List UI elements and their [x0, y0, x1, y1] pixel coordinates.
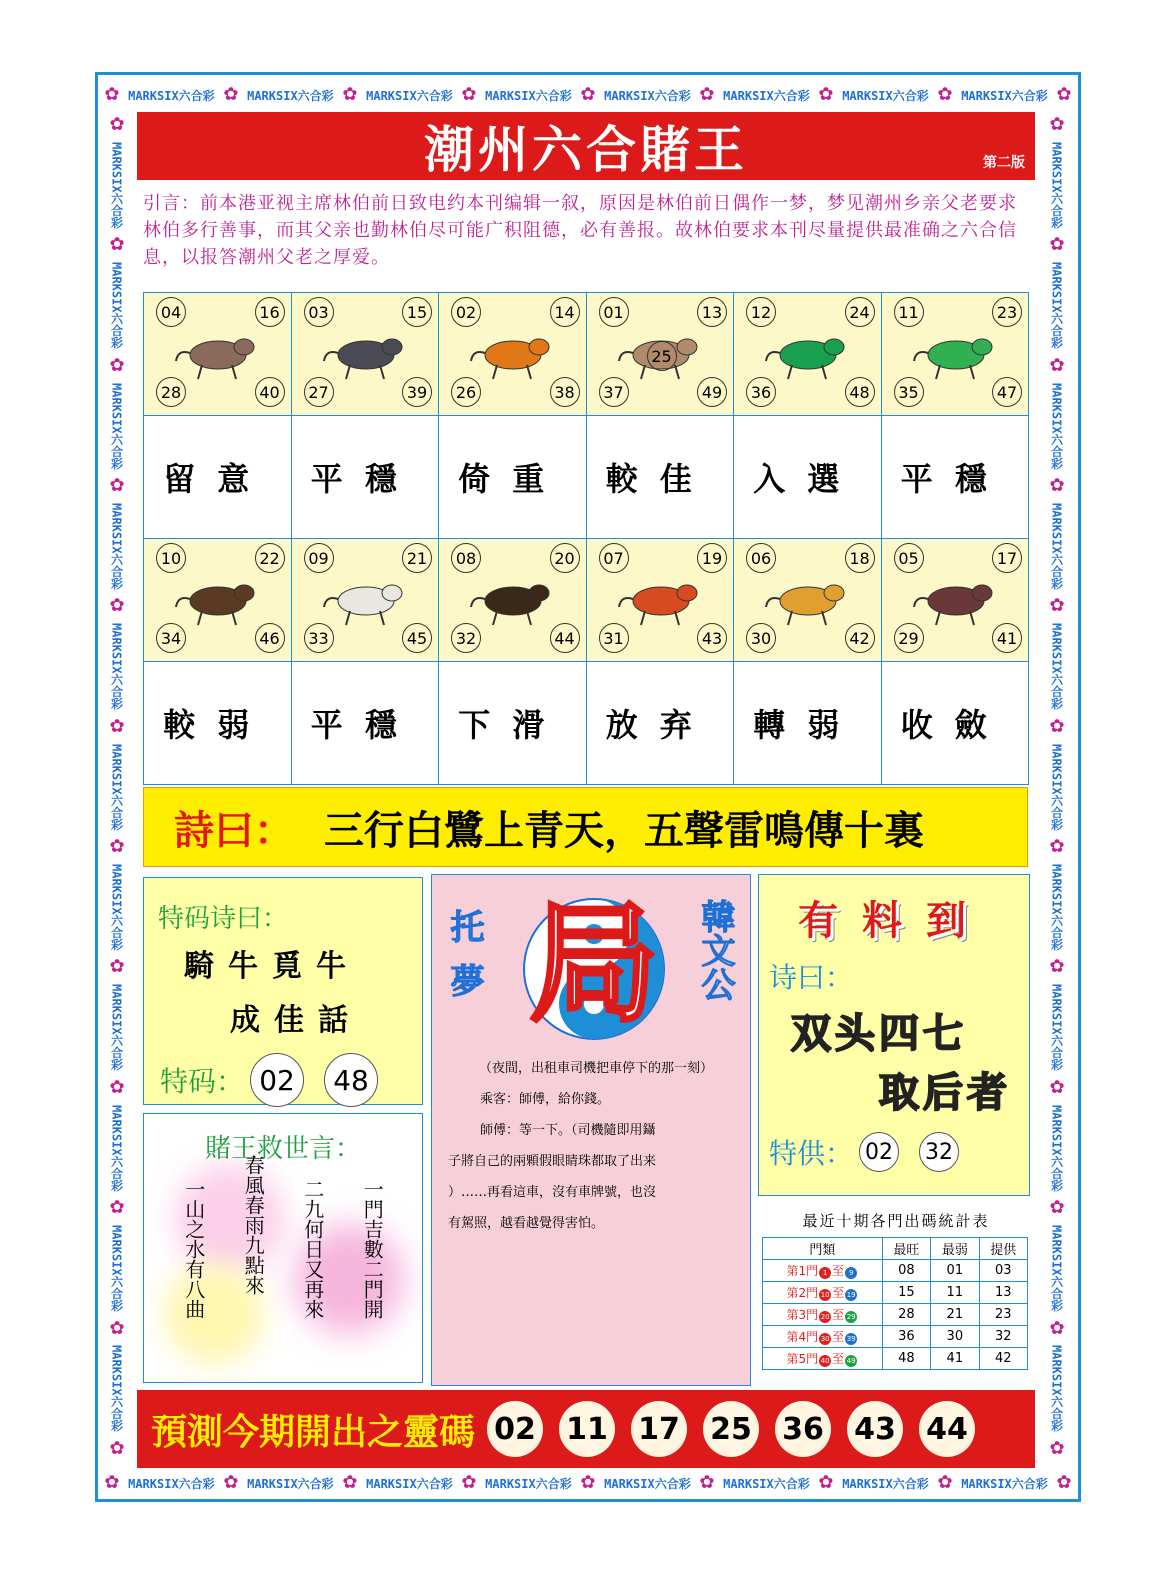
flower-icon: ✿ — [461, 1472, 477, 1493]
wisdom-box — [143, 1113, 423, 1383]
story-line: 乘客：師傅，給你錢。 — [480, 1092, 611, 1107]
number-ball: 47 — [992, 377, 1022, 407]
lucky-ball: 43 — [847, 1401, 903, 1457]
special-heading: 特码诗曰： — [158, 904, 289, 934]
goat-icon — [322, 567, 410, 629]
number-ball: 04 — [156, 297, 186, 327]
flower-icon: ✿ — [342, 1472, 358, 1493]
snake-icon — [912, 321, 1000, 383]
table-header: 最旺 — [882, 1238, 930, 1260]
number-ball: 34 — [156, 623, 186, 653]
door-name: 第5門 — [786, 1352, 819, 1366]
story-line: 子將自己的兩顆假眼睛珠都取了出来 — [448, 1154, 657, 1169]
top-brand-strip — [100, 78, 1076, 112]
number-ball: 36 — [746, 377, 776, 407]
range-ball: 30 — [820, 1335, 830, 1343]
range-ball: 10 — [820, 1291, 830, 1299]
number-ball: 02 — [451, 297, 481, 327]
title-banner — [137, 112, 1035, 180]
brand-mark: MARKSIX六合彩 — [1049, 141, 1064, 229]
table-cell: 03 — [979, 1260, 1027, 1282]
brand-mark: MARKSIX六合彩 — [109, 502, 124, 590]
poem-text: 三行白鷺上青天，五聲雷鳴傳十裏 — [324, 807, 924, 854]
table-cell: 42 — [979, 1348, 1027, 1370]
number-ball: 15 — [402, 297, 432, 327]
number-ball: 32 — [451, 623, 481, 653]
table-row — [763, 1326, 1028, 1348]
number-ball: 41 — [992, 623, 1022, 653]
number-ball: 07 — [599, 543, 629, 573]
brand-mark: MARKSIX六合彩 — [1049, 262, 1064, 349]
range-to: 至 — [832, 1286, 845, 1300]
stats-title: 最近十期各門出碼統計表 — [802, 1212, 990, 1230]
zodiac-cell — [144, 293, 292, 416]
brand-mark: MARKSIX六合彩 — [604, 1476, 691, 1491]
dream-big-char: 局 — [528, 888, 659, 1040]
range-ball: 29 — [846, 1313, 856, 1321]
supply-ball: 32 — [919, 1132, 959, 1172]
number-ball: 20 — [550, 543, 580, 573]
number-ball: 44 — [550, 623, 580, 653]
range-ball: 20 — [820, 1313, 830, 1321]
zodiac-grid-top — [143, 292, 1029, 539]
brand-mark: MARKSIX六合彩 — [1049, 382, 1064, 470]
range-to: 至 — [832, 1330, 845, 1344]
door-cell — [763, 1282, 883, 1304]
wisdom-column: 春風春雨九點來 — [241, 1155, 266, 1295]
table-cell: 36 — [882, 1326, 930, 1348]
zodiac-verdict: 平穩 — [882, 416, 1030, 539]
flower-icon: ✿ — [818, 84, 834, 105]
dream-story-box — [431, 874, 751, 1386]
range-ball: 9 — [845, 1267, 857, 1279]
number-ball: 26 — [451, 377, 481, 407]
number-ball: 08 — [451, 543, 481, 573]
special-line1: 騎牛覓牛 — [184, 949, 360, 984]
brand-mark: MARKSIX六合彩 — [1049, 743, 1064, 831]
brand-mark: MARKSIX六合彩 — [961, 88, 1048, 103]
lucky-ball: 02 — [487, 1401, 543, 1457]
flower-icon: ✿ — [1049, 836, 1065, 858]
poem-banner — [143, 787, 1028, 867]
number-ball: 17 — [992, 543, 1022, 573]
table-cell: 08 — [882, 1260, 930, 1282]
brand-mark: MARKSIX六合彩 — [109, 262, 124, 349]
brand-mark: MARKSIX六合彩 — [109, 1225, 124, 1312]
left-brand-strip — [100, 112, 134, 1462]
flower-icon: ✿ — [1049, 234, 1065, 256]
zodiac-cell — [292, 539, 440, 662]
flower-icon: ✿ — [104, 1472, 120, 1493]
zodiac-cell — [882, 539, 1030, 662]
lucky-numbers — [487, 1401, 991, 1457]
flower-icon: ✿ — [1049, 113, 1065, 135]
lucky-numbers-banner — [137, 1390, 1035, 1468]
edition-label: 第二版 — [983, 155, 1025, 171]
zodiac-cell — [734, 293, 882, 416]
number-ball: 09 — [304, 543, 334, 573]
table-cell: 28 — [882, 1304, 930, 1326]
supply-label: 特供： — [769, 1137, 854, 1170]
right-brand-strip — [1040, 112, 1074, 1462]
lucky-ball: 25 — [703, 1401, 759, 1457]
table-cell: 13 — [979, 1282, 1027, 1304]
brand-mark: MARKSIX六合彩 — [1049, 623, 1064, 710]
range-ball: 1 — [819, 1267, 831, 1279]
table-cell: 41 — [931, 1348, 979, 1370]
zodiac-verdict: 轉弱 — [734, 662, 882, 785]
table-header-row — [763, 1238, 1028, 1260]
brand-mark: MARKSIX六合彩 — [109, 1345, 124, 1432]
brand-mark: MARKSIX六合彩 — [109, 382, 124, 470]
flower-icon: ✿ — [937, 1472, 953, 1493]
flower-icon: ✿ — [109, 1076, 125, 1098]
door-name: 第4門 — [786, 1330, 819, 1344]
number-ball: 12 — [746, 297, 776, 327]
door-name: 第2門 — [786, 1286, 819, 1300]
number-ball: 23 — [992, 297, 1022, 327]
brand-mark: MARKSIX六合彩 — [366, 88, 453, 103]
number-ball: 38 — [550, 377, 580, 407]
brand-mark: MARKSIX六合彩 — [1049, 1345, 1064, 1432]
number-ball: 05 — [894, 543, 924, 573]
range-to: 至 — [832, 1308, 845, 1322]
story-line: （夜間，出租車司機把車停下的那一刻） — [478, 1061, 713, 1076]
number-ball: 30 — [746, 623, 776, 653]
zodiac-verdict: 倚重 — [439, 416, 587, 539]
zodiac-cell — [439, 293, 587, 416]
wisdom-column: 二九何日又再來 — [300, 1179, 325, 1319]
rooster-icon — [617, 567, 705, 629]
story-line: 有駕照，越看越覺得害怕。 — [448, 1216, 605, 1231]
zodiac-verdict: 較佳 — [587, 416, 735, 539]
flower-icon: ✿ — [109, 1317, 125, 1339]
brand-mark: MARKSIX六合彩 — [109, 623, 124, 710]
number-ball: 24 — [845, 297, 875, 327]
zodiac-verdict: 留意 — [144, 416, 292, 539]
table-cell: 11 — [931, 1282, 979, 1304]
number-ball: 22 — [255, 543, 285, 573]
special-code-ball: 02 — [250, 1053, 304, 1107]
flower-icon: ✿ — [1049, 1197, 1065, 1219]
lucky-ball: 11 — [559, 1401, 615, 1457]
flower-icon: ✿ — [342, 84, 358, 105]
brand-mark: MARKSIX六合彩 — [109, 1104, 124, 1192]
brand-mark: MARKSIX六合彩 — [1049, 1225, 1064, 1312]
number-ball: 06 — [746, 543, 776, 573]
zodiac-verdict: 較弱 — [144, 662, 292, 785]
main-content — [137, 112, 1035, 286]
flower-icon: ✿ — [580, 84, 596, 105]
monkey-icon — [469, 567, 557, 629]
number-ball: 39 — [402, 377, 432, 407]
brand-mark: MARKSIX六合彩 — [485, 1476, 572, 1491]
number-ball: 28 — [156, 377, 186, 407]
door-cell — [763, 1326, 883, 1348]
flower-icon: ✿ — [699, 84, 715, 105]
intro-text: 引言：前本港亚视主席林伯前日致电约本刊编辑一叙，原因是林伯前日偶作一梦，梦见潮州乡亲父老要求林伯多行善事，而其父亲也勤林伯尽可能广积阻德，必有善报。故林伯要求本刊尽量提供最准确之六合信息，以报答潮州父老之厚爱。 — [143, 193, 1017, 268]
number-ball: 31 — [599, 623, 629, 653]
number-ball: 18 — [845, 543, 875, 573]
number-ball: 25 — [647, 341, 677, 371]
brand-mark: MARKSIX六合彩 — [1049, 863, 1064, 951]
brand-mark: MARKSIX六合彩 — [961, 1476, 1048, 1491]
zodiac-verdict: 平穩 — [292, 662, 440, 785]
tiger-icon — [469, 321, 557, 383]
brand-mark: MARKSIX六合彩 — [723, 1476, 810, 1491]
lucky-label: 預測今期開出之靈碼 — [151, 1410, 476, 1453]
dragon-icon — [764, 321, 852, 383]
brand-mark: MARKSIX六合彩 — [366, 1476, 453, 1491]
range-ball: 19 — [846, 1291, 856, 1299]
number-ball: 27 — [304, 377, 334, 407]
flower-icon: ✿ — [1056, 1472, 1072, 1493]
flower-icon: ✿ — [818, 1472, 834, 1493]
dream-left-text: 托夢 — [444, 909, 484, 1017]
brand-mark: MARKSIX六合彩 — [485, 88, 572, 103]
brand-mark: MARKSIX六合彩 — [842, 88, 929, 103]
number-ball: 42 — [845, 623, 875, 653]
stats-table — [762, 1237, 1028, 1370]
number-ball: 33 — [304, 623, 334, 653]
brand-mark: MARKSIX六合彩 — [247, 1476, 334, 1491]
horse-icon — [174, 567, 262, 629]
flower-icon: ✿ — [1049, 475, 1065, 497]
table-row — [763, 1304, 1028, 1326]
brand-mark: MARKSIX六合彩 — [1049, 1104, 1064, 1192]
number-ball: 37 — [599, 377, 629, 407]
brand-mark: MARKSIX六合彩 — [109, 141, 124, 229]
door-cell — [763, 1304, 883, 1326]
flower-icon: ✿ — [1049, 1317, 1065, 1339]
flower-icon: ✿ — [937, 84, 953, 105]
brand-mark: MARKSIX六合彩 — [1049, 984, 1064, 1071]
stats-section — [762, 1210, 1030, 1370]
flower-icon: ✿ — [1049, 1437, 1065, 1459]
flower-icon: ✿ — [1049, 715, 1065, 737]
range-to: 至 — [832, 1264, 845, 1278]
flower-icon: ✿ — [109, 1437, 125, 1459]
table-cell: 32 — [979, 1326, 1027, 1348]
number-ball: 43 — [697, 623, 727, 653]
table-cell: 21 — [931, 1304, 979, 1326]
table-cell: 01 — [931, 1260, 979, 1282]
zodiac-cell — [439, 539, 587, 662]
zodiac-verdict: 平穩 — [292, 416, 440, 539]
table-cell: 30 — [931, 1326, 979, 1348]
brand-mark: MARKSIX六合彩 — [842, 1476, 929, 1491]
dog-icon — [764, 567, 852, 629]
brand-mark: MARKSIX六合彩 — [723, 88, 810, 103]
flower-icon: ✿ — [109, 836, 125, 858]
lucky-ball: 17 — [631, 1401, 687, 1457]
special-code-ball: 48 — [324, 1053, 378, 1107]
brand-mark: MARKSIX六合彩 — [128, 88, 215, 103]
wisdom-heading: 賭王救世言： — [204, 1134, 361, 1164]
special-code-box — [143, 877, 423, 1105]
wisdom-column: 一山之水有八曲 — [181, 1179, 206, 1319]
zodiac-verdict: 放弃 — [587, 662, 735, 785]
poem-label: 詩曰： — [174, 807, 294, 854]
range-ball: 49 — [846, 1357, 856, 1365]
number-ball: 48 — [845, 377, 875, 407]
table-header: 最弱 — [931, 1238, 979, 1260]
table-row — [763, 1282, 1028, 1304]
zodiac-cell — [587, 293, 735, 416]
supply-ball: 02 — [859, 1132, 899, 1172]
flower-icon: ✿ — [580, 1472, 596, 1493]
number-ball: 46 — [255, 623, 285, 653]
brand-mark: MARKSIX六合彩 — [128, 1476, 215, 1491]
zodiac-cell — [734, 539, 882, 662]
flower-icon: ✿ — [109, 1197, 125, 1219]
number-ball: 10 — [156, 543, 186, 573]
zodiac-cell — [587, 539, 735, 662]
flower-icon: ✿ — [104, 84, 120, 105]
dream-story — [448, 1053, 744, 1239]
table-header: 提供 — [979, 1238, 1027, 1260]
flower-icon: ✿ — [109, 595, 125, 617]
flower-icon: ✿ — [1049, 1076, 1065, 1098]
brand-mark: MARKSIX六合彩 — [604, 88, 691, 103]
zodiac-cell — [882, 293, 1030, 416]
brand-mark: MARKSIX六合彩 — [109, 743, 124, 831]
material-line1: 双头四七 — [791, 1011, 967, 1057]
door-name: 第1門 — [786, 1264, 819, 1278]
brand-mark: MARKSIX六合彩 — [109, 984, 124, 1071]
number-ball: 16 — [255, 297, 285, 327]
page-title: 潮州六合賭王 — [424, 120, 748, 179]
lucky-ball: 36 — [775, 1401, 831, 1457]
material-line2: 取后者 — [879, 1070, 1011, 1116]
zodiac-verdict: 入選 — [734, 416, 882, 539]
flower-icon: ✿ — [109, 234, 125, 256]
number-ball: 11 — [894, 297, 924, 327]
brand-mark: MARKSIX六合彩 — [109, 863, 124, 951]
flower-icon: ✿ — [1049, 595, 1065, 617]
flower-icon: ✿ — [223, 1472, 239, 1493]
material-heading: 有料到 — [798, 898, 990, 944]
zodiac-verdict: 收斂 — [882, 662, 1030, 785]
zodiac-verdict: 下滑 — [439, 662, 587, 785]
number-ball: 29 — [894, 623, 924, 653]
range-ball: 40 — [820, 1357, 830, 1365]
door-cell — [763, 1260, 883, 1282]
range-to: 至 — [832, 1352, 845, 1366]
rat-icon — [174, 321, 262, 383]
lucky-ball: 44 — [919, 1401, 975, 1457]
number-ball: 19 — [697, 543, 727, 573]
bottom-brand-strip — [100, 1466, 1076, 1500]
pig-icon — [912, 567, 1000, 629]
flower-icon: ✿ — [1056, 84, 1072, 105]
table-row — [763, 1348, 1028, 1370]
flower-icon: ✿ — [109, 354, 125, 376]
number-ball: 13 — [697, 297, 727, 327]
table-row — [763, 1260, 1028, 1282]
number-ball: 01 — [599, 297, 629, 327]
door-name: 第3門 — [786, 1308, 819, 1322]
brand-mark: MARKSIX六合彩 — [1049, 502, 1064, 590]
flower-icon: ✿ — [109, 475, 125, 497]
flower-icon: ✿ — [1049, 956, 1065, 978]
material-box — [758, 874, 1030, 1196]
number-ball: 21 — [402, 543, 432, 573]
table-cell: 23 — [979, 1304, 1027, 1326]
flower-icon: ✿ — [109, 113, 125, 135]
material-label: 诗曰： — [769, 961, 854, 994]
number-ball: 03 — [304, 297, 334, 327]
zodiac-cell — [292, 293, 440, 416]
flower-icon: ✿ — [1049, 354, 1065, 376]
dream-right-text: 韓文公 — [695, 899, 735, 1001]
flower-icon: ✿ — [109, 956, 125, 978]
number-ball: 45 — [402, 623, 432, 653]
range-ball: 39 — [846, 1335, 856, 1343]
flower-icon: ✿ — [699, 1472, 715, 1493]
table-cell: 15 — [882, 1282, 930, 1304]
special-code-label: 特码： — [160, 1065, 245, 1098]
flower-icon: ✿ — [461, 84, 477, 105]
table-header: 門類 — [763, 1238, 883, 1260]
zodiac-grid-bottom — [143, 538, 1029, 785]
brand-mark: MARKSIX六合彩 — [247, 88, 334, 103]
number-ball: 49 — [697, 377, 727, 407]
flower-icon: ✿ — [109, 715, 125, 737]
special-line2: 成佳話 — [230, 1003, 362, 1038]
ox-icon — [322, 321, 410, 383]
flower-icon: ✿ — [223, 84, 239, 105]
wisdom-column: 一門吉數二門開 — [360, 1179, 385, 1319]
number-ball: 14 — [550, 297, 580, 327]
number-ball: 40 — [255, 377, 285, 407]
table-cell: 48 — [882, 1348, 930, 1370]
story-line: ）……再看這車，沒有車牌號，也沒 — [448, 1185, 657, 1200]
story-line: 師傅：等一下。（司機隨即用鑷 — [480, 1123, 656, 1138]
zodiac-cell — [144, 539, 292, 662]
door-cell — [763, 1348, 883, 1370]
number-ball: 35 — [894, 377, 924, 407]
